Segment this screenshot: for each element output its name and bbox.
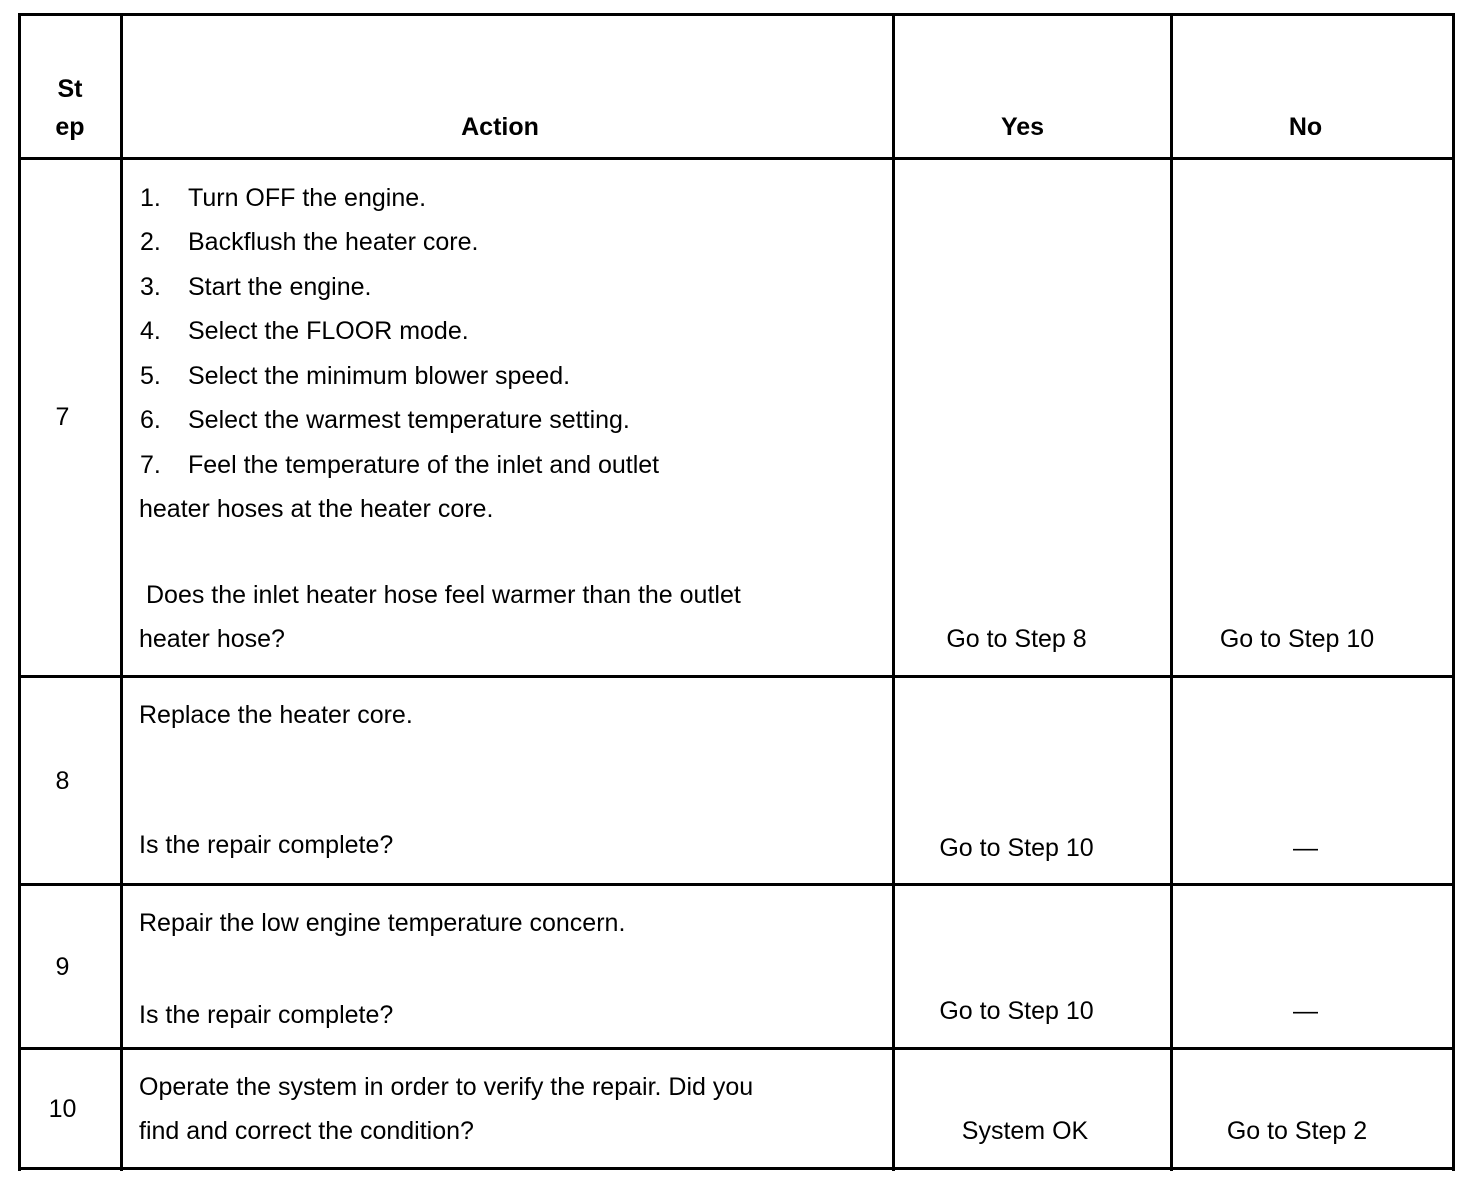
item-text: Backflush the heater core. xyxy=(188,228,479,256)
item-text: Select the minimum blower speed. xyxy=(188,362,571,390)
yes-result: Go to Step 8 xyxy=(946,625,1087,653)
item-number: 6. xyxy=(140,406,161,434)
item-number: 4. xyxy=(140,317,161,345)
step-number: 10 xyxy=(48,1095,77,1123)
step-number: 9 xyxy=(55,953,70,981)
question-text: Does the inlet heater hose feel warmer than the outlet xyxy=(146,581,741,609)
table-border-top xyxy=(18,13,1455,16)
column-divider-action xyxy=(892,14,895,1171)
row-divider-9 xyxy=(18,1047,1455,1050)
action-list-item xyxy=(140,319,469,344)
header-yes: Yes xyxy=(1000,113,1045,141)
header-no: No xyxy=(1288,113,1323,141)
item-number: 3. xyxy=(140,273,161,301)
header-step-line1: St xyxy=(57,75,83,103)
action-text: Replace the heater core. xyxy=(139,701,413,729)
item-text: Select the FLOOR mode. xyxy=(188,317,469,345)
question-text: Is the repair complete? xyxy=(139,831,394,859)
action-text: Repair the low engine temperature concern. xyxy=(139,909,626,937)
item-text: Select the warmest temperature setting. xyxy=(188,406,630,434)
step-number: 8 xyxy=(55,767,70,795)
action-list-item xyxy=(140,453,659,478)
action-list-item xyxy=(140,230,478,255)
item-number: 1. xyxy=(140,184,161,212)
header-step-line2: ep xyxy=(55,113,85,141)
question-text: Is the repair complete? xyxy=(139,1001,394,1029)
header-divider xyxy=(18,157,1455,160)
item-number: 7. xyxy=(140,451,161,479)
row-divider-7 xyxy=(18,675,1455,678)
yes-result: System OK xyxy=(961,1117,1089,1145)
item-text: Start the engine. xyxy=(188,273,372,301)
action-text: find and correct the condition? xyxy=(139,1117,474,1145)
no-result: Go to Step 10 xyxy=(1219,625,1375,653)
yes-result: Go to Step 10 xyxy=(939,834,1094,862)
action-list-item xyxy=(140,186,426,211)
column-divider-yes xyxy=(1170,14,1173,1171)
header-action: Action xyxy=(461,113,539,141)
no-result: Go to Step 2 xyxy=(1226,1117,1368,1145)
item-number: 2. xyxy=(140,228,161,256)
no-result: — xyxy=(1293,997,1318,1025)
item-text: Turn OFF the engine. xyxy=(188,184,427,212)
action-list-item xyxy=(140,364,570,389)
action-list-item xyxy=(140,275,371,300)
column-divider-step xyxy=(120,14,123,1171)
step-number: 7 xyxy=(55,403,70,431)
item-text: Feel the temperature of the inlet and outlet xyxy=(188,451,660,479)
row-divider-8 xyxy=(18,883,1455,886)
question-text: heater hose? xyxy=(139,625,285,653)
action-text: Operate the system in order to verify the repair. Did you xyxy=(139,1073,754,1101)
action-list-item xyxy=(140,408,630,433)
item-number: 5. xyxy=(140,362,161,390)
yes-result: Go to Step 10 xyxy=(939,997,1094,1025)
no-result: — xyxy=(1293,834,1318,862)
action-continuation: heater hoses at the heater core. xyxy=(139,495,494,523)
table-border-right xyxy=(1452,14,1455,1171)
table-border-bottom xyxy=(18,1167,1455,1170)
table-border-left xyxy=(18,14,21,1171)
